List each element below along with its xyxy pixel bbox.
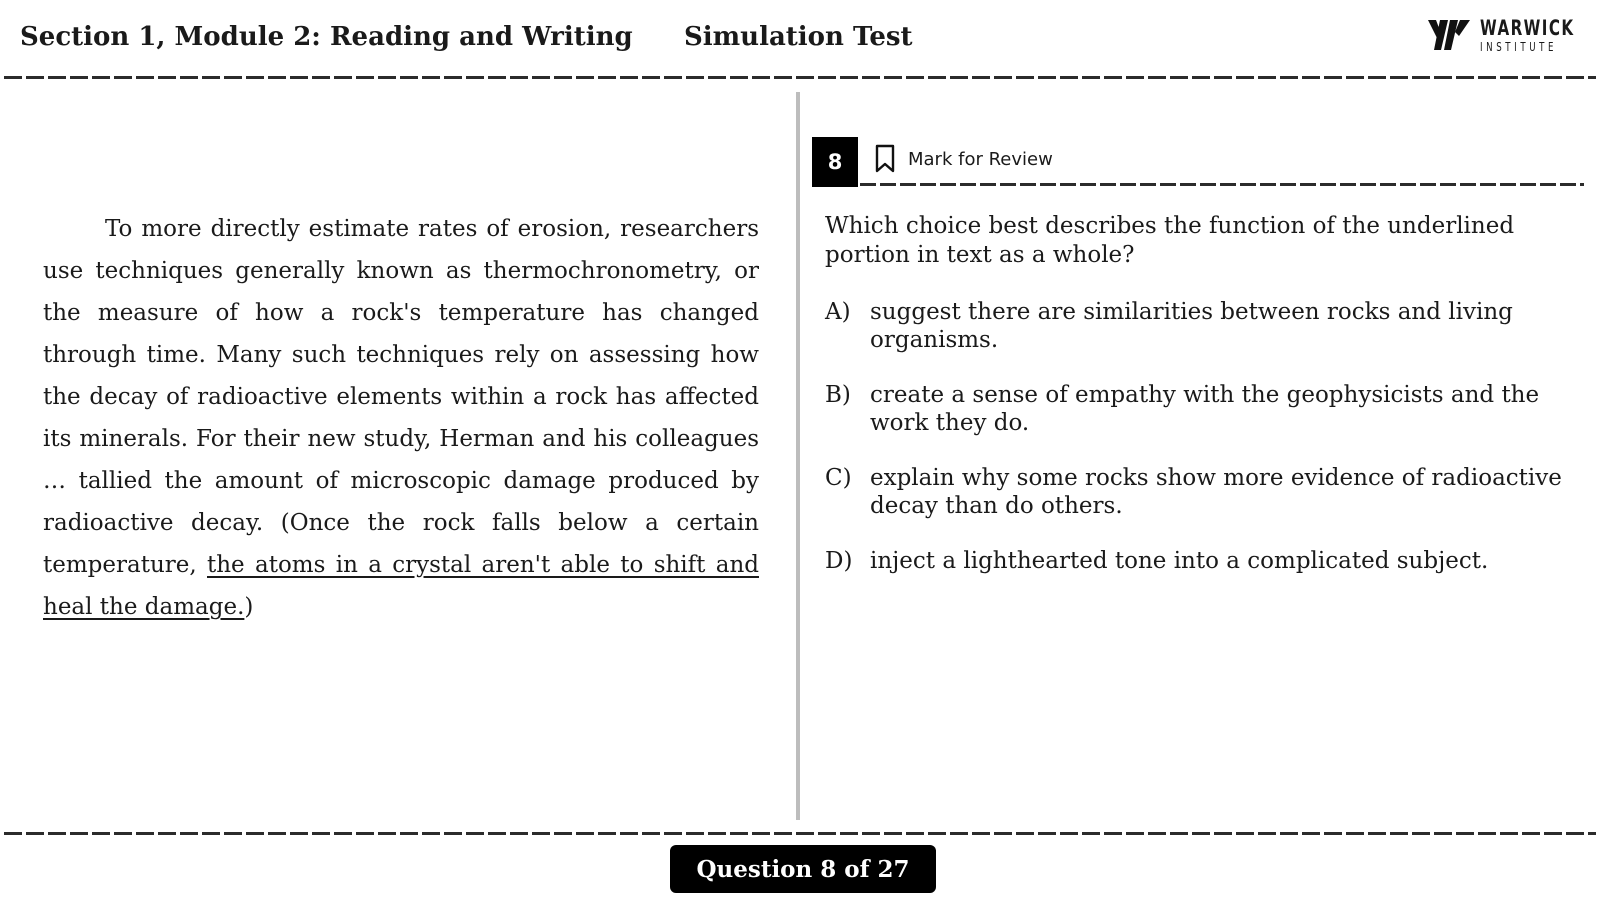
answer-choice-b[interactable]	[825, 381, 1585, 437]
logo-subtitle: INSTITUTE	[1480, 39, 1558, 54]
answer-choices	[825, 298, 1585, 602]
section-title: Section 1, Module 2: Reading and Writing	[20, 22, 633, 52]
choice-letter: B)	[825, 382, 851, 408]
choice-text: suggest there are similarities between rocks and living organisms.	[870, 299, 1513, 353]
warwick-logo	[1428, 16, 1600, 54]
passage-text	[43, 208, 759, 628]
choice-letter: C)	[825, 465, 852, 491]
mark-for-review-label: Mark for Review	[908, 148, 1053, 170]
passage-body: To more directly estimate rates of erosion, researchers use techniques generally known as thermochronometry, or the measure of how a rock's temperature has changed through time. Many such techniques rely on assessing how the decay of radioactive elements within a rock has affected its minerals. For their new study, Herman and his colleagues … tallied the amount of microscopic damage produced by radioactive decay. (Once the rock falls below a certain temperature,	[43, 216, 759, 578]
choice-letter: A)	[825, 299, 851, 325]
underlined-portion: the atoms in a crystal aren't able to shift and heal the damage.	[43, 552, 759, 620]
mark-for-review-button[interactable]	[874, 144, 1053, 174]
bookmark-icon	[874, 144, 896, 174]
warwick-logo-icon	[1428, 16, 1472, 54]
logo-name: WARWICK	[1480, 15, 1575, 40]
question-prompt: Which choice best describes the function of the underlined portion in text as a whole?	[825, 213, 1515, 268]
header-divider	[4, 76, 1596, 79]
answer-choice-d[interactable]	[825, 547, 1585, 575]
footer-divider	[4, 832, 1596, 835]
test-title: Simulation Test	[684, 22, 913, 52]
panel-divider[interactable]	[796, 92, 800, 820]
question-header-divider	[860, 183, 1584, 186]
choice-letter: D)	[825, 548, 853, 574]
choice-text: inject a lighthearted tone into a complicated subject.	[870, 548, 1489, 574]
answer-choice-c[interactable]	[825, 464, 1585, 520]
choice-text: explain why some rocks show more evidence of radioactive decay than do others.	[870, 465, 1562, 519]
passage-closing: )	[244, 594, 254, 620]
question-number-badge: 8	[812, 137, 858, 187]
choice-text: create a sense of empathy with the geophysicists and the work they do.	[870, 382, 1540, 436]
answer-choice-a[interactable]	[825, 298, 1585, 354]
question-navigator-button[interactable]: Question 8 of 27	[670, 845, 936, 893]
